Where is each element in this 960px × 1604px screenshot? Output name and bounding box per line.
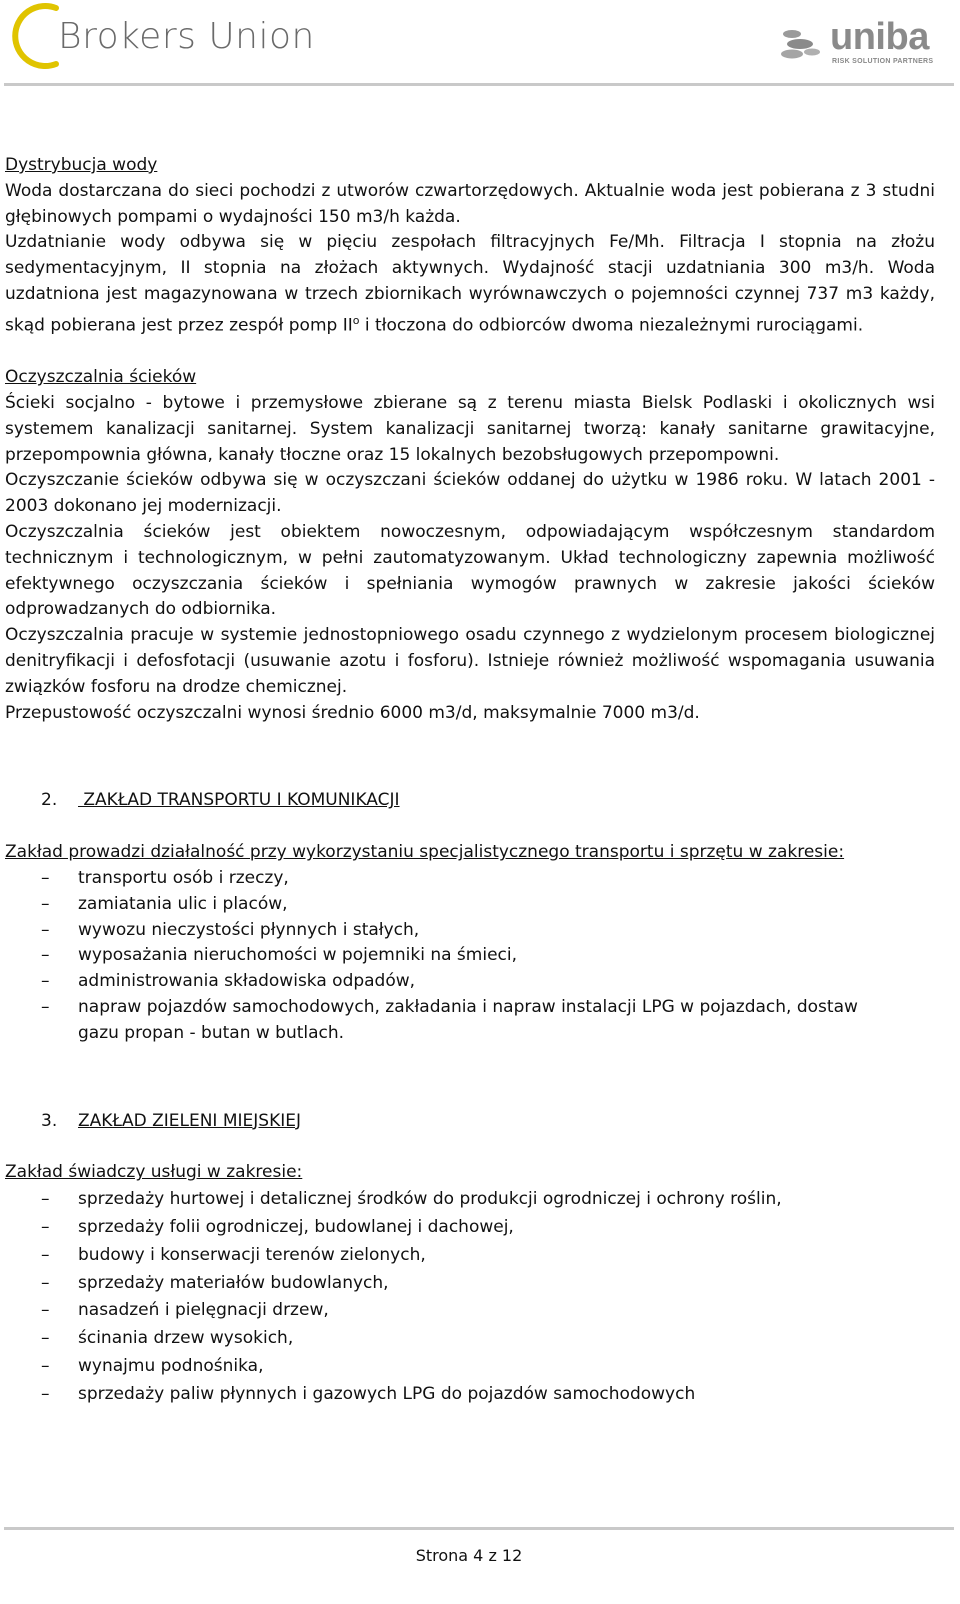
spacer xyxy=(5,1047,935,1109)
dash-bullet: – xyxy=(41,1244,50,1265)
list-item-text: napraw pojazdów samochodowych, zakładania i napraw instalacji LPG w pojazdach, dostaw gazu propan - butan w butlach. xyxy=(78,996,858,1043)
uniba-stones-icon xyxy=(778,26,828,66)
list-item-text: wywozu nieczystości płynnych i stałych, xyxy=(78,919,420,940)
dash-bullet: – xyxy=(41,1300,50,1321)
list-item-text: sprzedaży materiałów budowlanych, xyxy=(78,1272,389,1293)
list-item xyxy=(5,892,935,918)
list-item xyxy=(5,995,935,1047)
uniba-tagline: RISK SOLUTION PARTNERS xyxy=(832,58,934,65)
document-body xyxy=(5,153,935,1409)
section-2-number: 2. xyxy=(41,790,58,811)
spacer xyxy=(5,339,935,365)
brokers-union-arc-icon xyxy=(4,2,64,72)
list-item xyxy=(5,866,935,892)
list-item xyxy=(5,918,935,944)
list-item-text: sprzedaży paliw płynnych i gazowych LPG do pojazdów samochodowych xyxy=(78,1383,696,1404)
list-item xyxy=(5,969,935,995)
sewage-paragraph-2: Oczyszczanie ścieków odbywa się w oczyszczani ścieków oddanej do użytku w 1986 roku. W latach 2001 - 2003 dokonano jej modernizacji. xyxy=(5,470,935,517)
list-item-text: zamiatania ulic i placów, xyxy=(78,893,288,914)
sewage-paragraph-5: Przepustowość oczyszczalni wynosi średnio 6000 m3/d, maksymalnie 7000 m3/d. xyxy=(5,702,700,723)
spacer xyxy=(5,814,935,840)
water-paragraph-2-tail: i tłoczona do odbiorców dwoma niezależnymi rurociągami. xyxy=(359,315,864,336)
list-item-text: budowy i konserwacji terenów zielonych, xyxy=(78,1244,426,1265)
section-2-title: ZAKŁAD TRANSPORTU I KOMUNIKACJI xyxy=(78,790,400,811)
water-paragraph-2-text: Uzdatnianie wody odbywa się w pięciu zespołach filtracyjnych Fe/Mh. Filtracja I stopnia na złożu sedymentacyjnym, II stopnia na złożach aktywnych. Wydajność stacji uzdatniania 300 m3/h. Woda uzdatniona jest magazynowana w trzech zbiornikach wyrównawczych o pojemności czynnej 737 m3 każdy, skąd pobierana jest przez zespół pomp II xyxy=(5,232,935,336)
list-item-text: administrowania składowiska odpadów, xyxy=(78,971,416,992)
list-item xyxy=(5,1297,935,1325)
spacer xyxy=(5,726,935,788)
list-item-text: sprzedaży hurtowej i detalicznej środków do produkcji ogrodniczej i ochrony roślin, xyxy=(78,1189,782,1210)
brokers-union-logo xyxy=(4,2,315,72)
list-item xyxy=(5,1353,935,1381)
uniba-logo xyxy=(778,16,948,72)
dash-bullet: – xyxy=(41,1189,50,1210)
dash-bullet: – xyxy=(41,893,50,914)
water-heading: Dystrybucja wody xyxy=(5,155,158,175)
list-item xyxy=(5,1270,935,1298)
brokers-union-wordmark: Brokers Union xyxy=(58,16,315,57)
section-3-title: ZAKŁAD ZIELENI MIEJSKIEJ xyxy=(78,1110,301,1131)
sewage-paragraph-3: Oczyszczalnia ścieków jest obiektem nowoczesnym, odpowiadającym współczesnym standardom technicznym i technologicznym, w pełni zautomatyzowanym. Układ technologiczny zapewnia możliwość efektywnego oczyszczania ścieków i spełniania wymogów prawnych w zakresie jakości ścieków odprowadzanych do odbiornika. xyxy=(5,522,935,620)
dash-bullet: – xyxy=(41,867,50,888)
section-3-number: 3. xyxy=(41,1110,58,1131)
uniba-wordmark: uniba xyxy=(830,16,929,58)
section-2-list xyxy=(5,866,935,1047)
dash-bullet: – xyxy=(41,1216,50,1237)
list-item-text: wyposażania nieruchomości w pojemniki na śmieci, xyxy=(78,945,518,966)
spacer xyxy=(5,1134,935,1160)
dash-bullet: – xyxy=(41,1328,50,1349)
sewage-heading: Oczyszczalnia ścieków xyxy=(5,367,197,388)
dash-bullet: – xyxy=(41,1383,50,1404)
dash-bullet: – xyxy=(41,996,50,1017)
dash-bullet: – xyxy=(41,919,50,940)
list-item-text: ścinania drzew wysokich, xyxy=(78,1328,294,1349)
section-3-heading xyxy=(5,1109,935,1135)
dash-bullet: – xyxy=(41,971,50,992)
list-item-text: transportu osób i rzeczy, xyxy=(78,867,289,888)
degree-superscript: o xyxy=(352,313,360,327)
list-item-text: nasadzeń i pielęgnacji drzew, xyxy=(78,1300,329,1321)
list-item xyxy=(5,1381,935,1409)
section-2-heading xyxy=(5,788,935,814)
list-item xyxy=(5,1325,935,1353)
page-number: Strona 4 z 12 xyxy=(415,1546,523,1565)
water-paragraph-1: Woda dostarczana do sieci pochodzi z utworów czwartorzędowych. Aktualnie woda jest pobierana z 3 studni głębinowych pompami o wydajności 150 m3/h każda. xyxy=(5,180,935,227)
water-paragraph-2 xyxy=(5,230,935,339)
list-item xyxy=(5,1186,935,1214)
dash-bullet: – xyxy=(41,945,50,966)
sewage-paragraph-4: Oczyszczalnia pracuje w systemie jednostopniowego osadu czynnego z wydzielonym procesem biologicznej denitryfikacji i defosfotacji (usuwanie azotu i fosforu). Istnieje również możliwość wspomagania usuwania związków fosforu na drodze chemicznej. xyxy=(5,625,935,697)
sewage-paragraph-1: Ścieki socjalno - bytowe i przemysłowe zbierane są z terenu miasta Bielsk Podlaski i okolicznych wsi systemem kanalizacji sanitarnej. System kanalizacji sanitarnej tworzą: kanały sanitarne grawitacyjne, przepompownia główna, kanały tłoczne oraz 15 lokalnych bezobsługowych przepompowni. xyxy=(5,393,935,465)
section-3-intro: Zakład świadczy usługi w zakresie: xyxy=(5,1162,303,1183)
header-divider xyxy=(4,83,954,86)
list-item xyxy=(5,1242,935,1270)
section-2-intro: Zakład prowadzi działalność przy wykorzystaniu specjalistycznego transportu i sprzętu w zakresie: xyxy=(5,842,845,863)
page-header xyxy=(0,0,960,90)
list-item-text: wynajmu podnośnika, xyxy=(78,1355,264,1376)
dash-bullet: – xyxy=(41,1355,50,1376)
footer-divider xyxy=(4,1527,954,1530)
list-item-text: sprzedaży folii ogrodniczej, budowlanej i dachowej, xyxy=(78,1216,514,1237)
section-3-list xyxy=(5,1186,935,1408)
list-item xyxy=(5,943,935,969)
dash-bullet: – xyxy=(41,1272,50,1293)
list-item xyxy=(5,1214,935,1242)
